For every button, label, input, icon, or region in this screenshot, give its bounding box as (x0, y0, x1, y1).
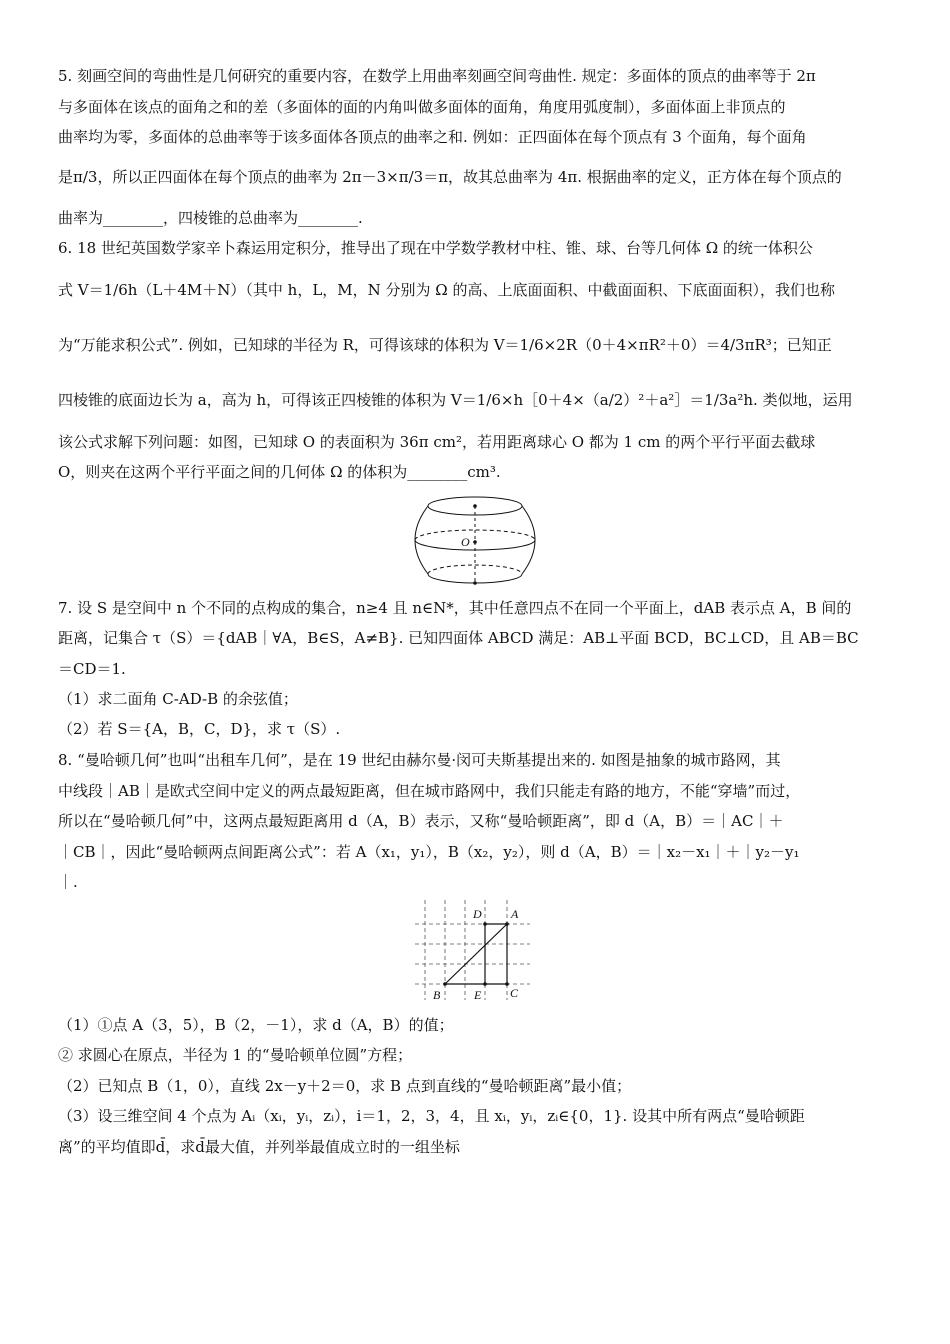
problem8-question1b: ② 求圆心在原点，半径为 1 的“曼哈顿单位圆”方程； (58, 1046, 413, 1064)
problem8-line1: 8. “曼哈顿几何”也叫“出租车几何”，是在 19 世纪由赫尔曼·闵可夫斯基提出来的. 如图是抽象的城市路网，其 (58, 751, 781, 769)
problem8-line5: ｜. (58, 873, 78, 891)
problem8-line2: 中线段｜AB｜是欧式空间中定义的两点最短距离，但在城市路网中，我们只能走有路的地方，不能“穿墙”而过， (58, 782, 801, 800)
manhattan-grid-figure (415, 900, 530, 1005)
truncated-sphere-figure (410, 490, 540, 590)
point-e-label: E (474, 988, 482, 1002)
problem5-line1: 5. 刻画空间的弯曲性是几何研究的重要内容，在数学上用曲率刻画空间弯曲性. 规定：多面体的顶点的曲率等于 2π (58, 67, 816, 85)
point-c-label: C (510, 986, 519, 1000)
problem7-question2: （2）若 S＝{A，B，C，D}，求 τ（S）. (58, 720, 341, 738)
problem8-question1a: （1）①点 A（3，5），B（2，－1），求 d（A，B）的值； (58, 1016, 454, 1034)
problem7-question1: （1）求二面角 C-AD-B 的余弦值； (58, 690, 298, 708)
problem5-line5: 曲率为________，四棱锥的总曲率为________. (58, 209, 363, 227)
problem8-question3-line1: （3）设三维空间 4 个点为 Aᵢ（xᵢ，yᵢ，zᵢ），i＝1，2，3，4，且 xᵢ，yᵢ，zᵢ∈{0，1}. 设其中所有两点“曼哈顿距 (58, 1107, 805, 1125)
problem6-line6: O，则夹在这两个平行平面之间的几何体 Ω 的体积为________cm³. (58, 463, 501, 481)
problem6-line2: 式 V＝1/6h（L＋4M＋N）（其中 h，L，M，N 分别为 Ω 的高、上底面面积、中截面面积、下底面面积），我们也称 (58, 281, 836, 299)
problem8-question3-line2: 离”的平均值即d̄，求d̄最大值，并列举最值成立时的一组坐标 (58, 1138, 460, 1156)
problem7-line3: ＝CD＝1. (58, 660, 126, 678)
problem8-line3: 所以在“曼哈顿几何”中，这两点最短距离用 d（A，B）表示，又称“曼哈顿距离”，即 d（A，B）＝｜AC｜＋ (58, 812, 784, 830)
problem5-line4: 是π/3，所以正四面体在每个顶点的曲率为 2π－3×π/3＝π，故其总曲率为 4π. 根据曲率的定义，正方体在每个顶点的 (58, 168, 842, 186)
problem6-line5: 该公式求解下列问题：如图，已知球 O 的表面积为 36π cm²，若用距离球心 O 都为 1 cm 的两个平行平面去截球 (58, 433, 816, 451)
problem5-line2: 与多面体在该点的面角之和的差（多面体的面的内角叫做多面体的面角，角度用弧度制），多面体面上非顶点的 (58, 98, 786, 116)
problem6-line3: 为“万能求积公式”. 例如，已知球的半径为 R，可得该球的体积为 V＝1/6×2R（0＋4×πR²＋0）＝4/3πR³；已知正 (58, 336, 832, 354)
point-a-label: A (511, 907, 519, 921)
problem8-question2: （2）已知点 B（1，0），直线 2x－y＋2＝0，求 B 点到直线的“曼哈顿距离”最小值； (58, 1077, 632, 1095)
point-d-label: D (473, 907, 482, 921)
problem6-line4: 四棱锥的底面边长为 a，高为 h，可得该正四棱锥的体积为 V＝1/6×h［0＋4×（a/2）²＋a²］＝1/3a²h. 类似地，运用 (58, 391, 853, 409)
problem7-line1: 7. 设 S 是空间中 n 个不同的点构成的集合，n≥4 且 n∈N*，其中任意四点不在同一个平面上，dAB 表示点 A，B 间的 (58, 599, 852, 617)
point-b-label: B (433, 988, 441, 1002)
problem8-line4: ｜CB｜，因此“曼哈顿两点间距离公式”：若 A（x₁，y₁），B（x₂，y₂），则 d（A，B）＝｜x₂－x₁｜＋｜y₂－y₁ (58, 843, 800, 861)
sphere-center-label: O (461, 535, 470, 549)
problem5-line3: 曲率均为零，多面体的总曲率等于该多面体各顶点的曲率之和. 例如：正四面体在每个顶点有 3 个面角，每个面角 (58, 128, 807, 146)
problem6-line1: 6. 18 世纪英国数学家辛卜森运用定积分，推导出了现在中学数学教材中柱、锥、球、台等几何体 Ω 的统一体积公 (58, 239, 813, 257)
problem7-line2: 距离，记集合 τ（S）＝{dAB｜∀A，B∈S，A≠B}. 已知四面体 ABCD 满足：AB⊥平面 BCD，BC⊥CD，且 AB＝BC (58, 629, 859, 647)
